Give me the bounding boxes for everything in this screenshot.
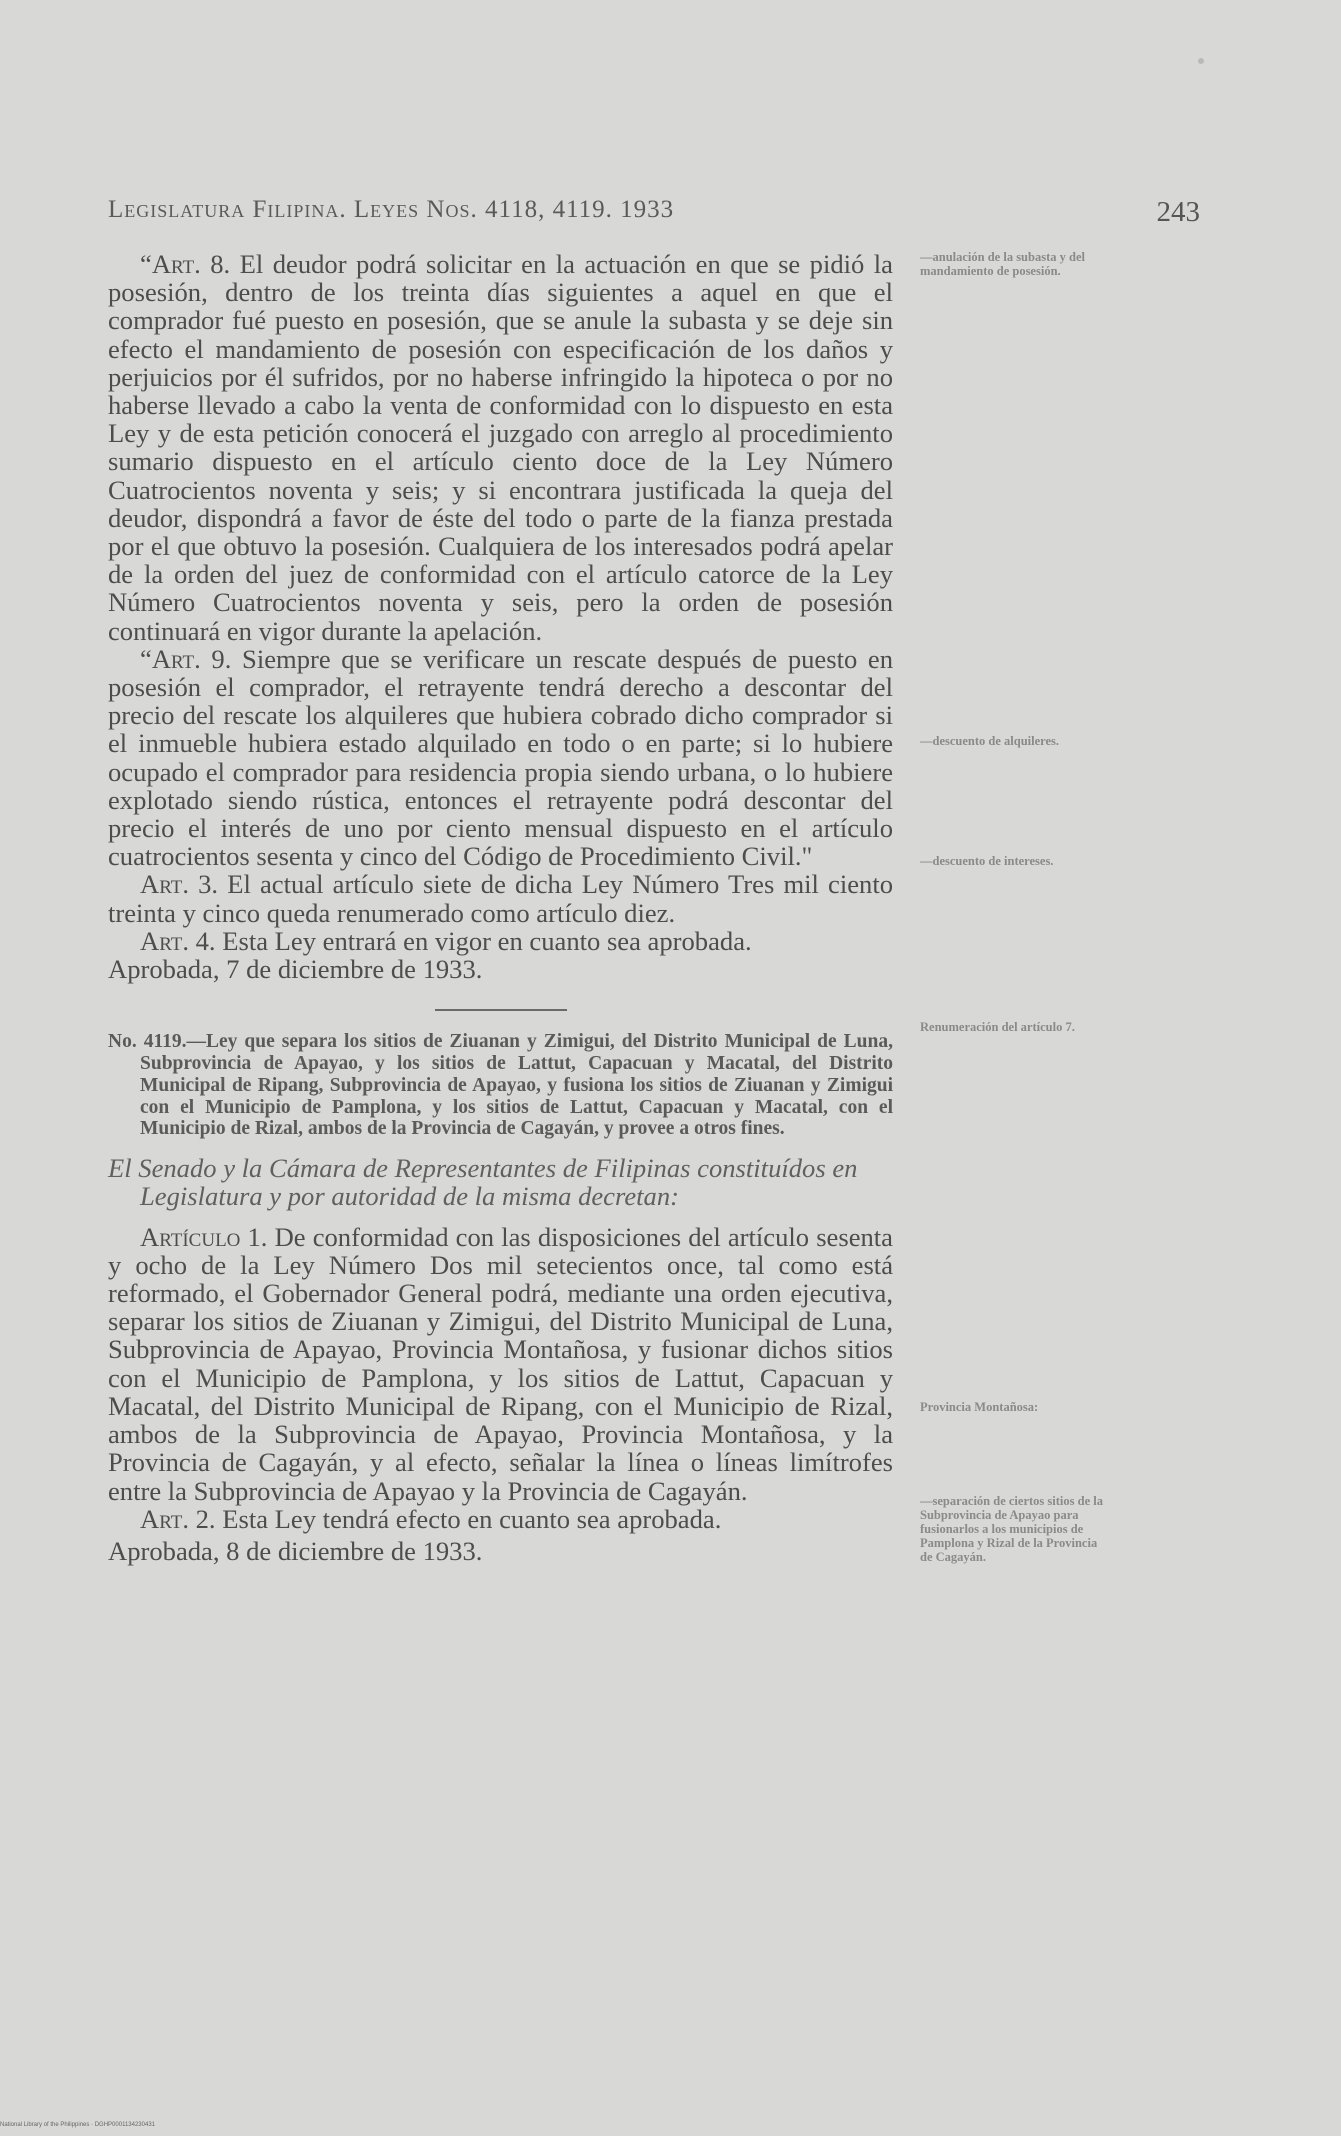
- article-2: [108, 1505, 893, 1533]
- page-header: [108, 196, 1200, 232]
- article-9: “Art. 9. Siempre que se verificare un rescate después de puesto en posesión el comprador, el retrayente tendrá derecho a descontar del precio del rescate los alquileres que hubiera cobrado dicho comprador si el inmueble hubiera estado alquilado en todo o en parte; si lo hubiere ocupado el comprador para residencia propia siendo urbana, o lo hubiere explotado siendo rústica, entonces el retrayente podrá descontar del precio el interés de uno por ciento mensual dispuesto en el artículo cuatrocientos sesenta y cinco del Código de Procedimiento Civil.": [108, 643, 893, 872]
- running-head: Legislatura Filipina. Leyes Nos. 4118, 4119. 1933: [108, 196, 675, 223]
- article-3-label: Art. 3.: [140, 869, 219, 900]
- article-8: “Art. 8. El deudor podrá solicitar en la actuación en que se pidió la posesión, dentro de los treinta días siguientes a aquel en que el comprador fué puesto en posesión, que se anule la subasta y se deje sin efecto el mandamiento de posesión con especificación de los daños y perjuicios por él sufridos, por no haberse infringido la hipoteca o por no haberse llevado a cabo la venta de conformidad con lo dispuesto en esta Ley y de esta petición conocerá el juzgado con arreglo al procedimiento sumario dispuesto en el artículo ciento doce de la Ley Número Cuatrocientos noventa y seis; y si encontrara justificada la queja del deudor, dispondrá a favor de éste del todo o parte de la fianza prestada por el que obtuvo la posesión. Cualquiera de los interesados podrá apelar de la orden del juez de conformidad con el artículo catorce de la Ley Número Cuatrocientos noventa y seis, pero la orden de posesión continuará en vigor durante la apelación.: [108, 249, 893, 646]
- approval-date-2: Aprobada, 8 de diciembre de 1933.: [108, 1535, 483, 1566]
- section-divider: [435, 1009, 567, 1011]
- enacting-clause-text: El Senado y la Cámara de Representantes de Filipinas constituídos en Legislatura y por autoridad de la misma decretan:: [108, 1153, 858, 1212]
- margin-note-descuento-intereses: —descuento de intereses.: [920, 854, 1054, 868]
- article-4-text: Esta Ley entrará en vigor en cuanto sea aprobada.: [222, 925, 752, 956]
- article-3-text: El actual artículo siete de dicha Ley Número Tres mil ciento treinta y cinco queda renumerado como artículo diez.: [108, 869, 894, 928]
- article-8-text: El deudor podrá solicitar en la actuación en que se pidió la posesión, dentro de los treinta días siguientes a aquel en que el comprador fué puesto en posesión, que se anule la subasta y se deje sin efecto el mandamiento de posesión con especificación de los daños y perjuicios por él sufridos, por no haberse infringido la hipoteca o por no haberse llevado a cabo la venta de conformidad con lo dispuesto en esta Ley y de esta petición conocerá el juzgado con arreglo al procedimiento sumario dispuesto en el artículo ciento doce de la Ley Número Cuatrocientos noventa y seis; y si encontrara justificada la queja del deudor, dispondrá a favor de éste del todo o parte de la fianza prestada por el que obtuvo la posesión. Cualquiera de los interesados podrá apelar de la orden del juez de conformidad con el artículo catorce de la Ley Número Cuatrocientos noventa y seis, pero la orden de posesión continuará en vigor durante la apelación.: [108, 249, 893, 646]
- articulo-1: [108, 1223, 893, 1505]
- margin-note-renumeracion: Renumeración del artículo 7.: [920, 1020, 1075, 1034]
- law-4119-summary: [108, 1031, 893, 1140]
- main-text: [108, 250, 893, 1565]
- article-9-text: Siempre que se verificare un rescate después de puesto en posesión el comprador, el retrayente tendrá derecho a descontar del precio del rescate los alquileres que hubiera cobrado dicho comprador si el inmueble hubiera estado alquilado en todo o en parte; si lo hubiere ocupado el comprador para residencia propia siendo urbana, o lo hubiere explotado siendo rústica, entonces el retrayente podrá descontar del precio el interés de uno por ciento mensual dispuesto en el artículo cuatrocientos sesenta y cinco del Código de Procedimiento Civil.": [108, 643, 893, 872]
- page-number: 243: [1156, 196, 1200, 228]
- article-3: [108, 870, 893, 926]
- article-9-label: Art. 9.: [151, 643, 232, 674]
- articulo-1-text: De conformidad con las disposiciones del artículo sesenta y ocho de la Ley Número Dos mil setecientos once, tal como está reformado, el Gobernador General podrá, mediante una orden ejecutiva, separar los sitios de Ziuanan y Zimigui, del Distrito Municipal de Luna, Subprovincia de Apayao, Provincia Montañosa, y fusionar dichos sitios con el Municipio de Pamplona, y los sitios de Lattut, Capacuan y Macatal, del Distrito Municipal de Ripang, con el Municipio de Rizal, ambos de la Subprovincia de Apayao, Provincia Montañosa, y la Provincia de Cagayán, y al efecto, señalar la línea o líneas limítrofes entre la Subprovincia de Apayao y la Provincia de Cagayán.: [108, 1221, 893, 1506]
- margin-note-descuento-alquileres: —descuento de alquileres.: [920, 734, 1060, 748]
- margin-note-anulacion: —anulación de la subasta y del mandamiento de posesión.: [920, 250, 1085, 278]
- law-number: No. 4119.: [108, 1031, 187, 1053]
- article-2-text: Esta Ley tendrá efecto en cuanto sea aprobada.: [222, 1503, 722, 1534]
- scan-footer: National Library of the Philippines · DGHP0001134230431: [0, 2122, 155, 2128]
- article-4: [108, 927, 893, 955]
- paper-speck: [1198, 58, 1204, 64]
- margin-note-separacion: —separación de ciertos sitios de la Subprovincia de Apayao para fusionarlos a los municipios de Pamplona y Rizal de la Provincia de Cagayán.: [920, 1494, 1103, 1564]
- article-4-label: Art. 4.: [140, 925, 216, 956]
- enacting-clause: [108, 1154, 893, 1210]
- article-8-label: Art. 8.: [151, 249, 231, 279]
- articulo-1-label: Artículo 1.: [140, 1221, 268, 1252]
- approval-date-1: Aprobada, 7 de diciembre de 1933.: [108, 954, 483, 985]
- law-title: —Ley que separa los sitios de Ziuanan y Zimigui, del Distrito Municipal de Luna, Subprovincia de Apayao, y los sitios de Lattut, Capacuan y Macatal, del Distrito Municipal de Ripang, Subprovincia de Apayao, y fusiona los sitios de Ziuanan y Zimigui con el Municipio de Pamplona, y los sitios de Lattut, Capacuan y Macatal, con el Municipio de Rizal, ambos de la Provincia de Cagayán, y provee a otros fines.: [140, 1031, 893, 1140]
- article-2-label: Art. 2.: [140, 1503, 216, 1534]
- margin-note-provincia: Provincia Montañosa:: [920, 1400, 1039, 1414]
